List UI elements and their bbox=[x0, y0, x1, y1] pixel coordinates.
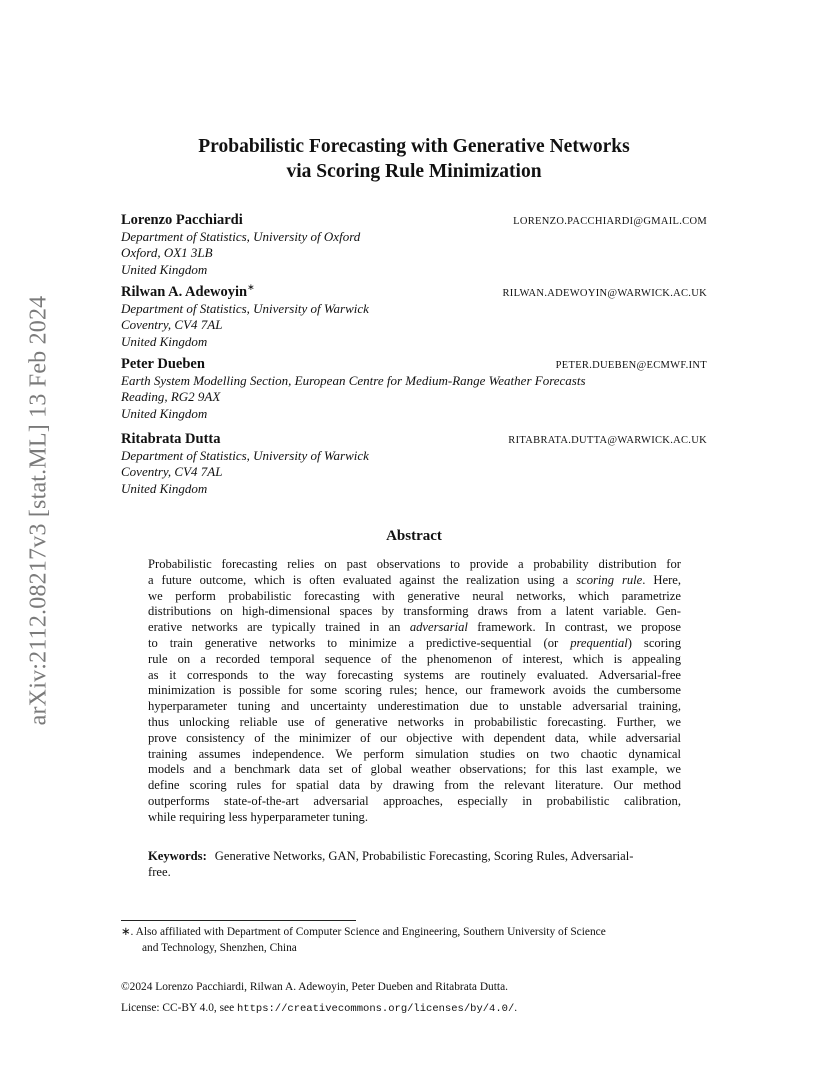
title-line-2: via Scoring Rule Minimization bbox=[286, 161, 542, 182]
author-country: United Kingdom bbox=[121, 333, 208, 349]
license-notice bbox=[121, 1002, 517, 1015]
arxiv-identifier-text: arXiv:2112.08217v3 [stat.ML] 13 Feb 2024 bbox=[25, 295, 52, 725]
abstract-line: Probabilistic forecasting relies on past observations to provide a probability distribution for bbox=[148, 557, 681, 571]
abstract-line: erative networks are typically trained in an adversarial framework. In contrast, we propose bbox=[148, 620, 681, 635]
arxiv-identifier-stamp bbox=[16, 275, 62, 745]
author-email[interactable]: LORENZO.PACCHIARDI@GMAIL.COM bbox=[513, 215, 707, 227]
author-city: Reading, RG2 9AX bbox=[121, 389, 221, 405]
author-name: Ritabrata Dutta bbox=[121, 430, 221, 447]
author-name: Rilwan A. Adewoyin∗ bbox=[121, 282, 255, 300]
abstract-line: minimization is possible for some scoring rules; hence, our framework avoids the cumbersome bbox=[148, 683, 681, 698]
paper-title bbox=[110, 134, 718, 184]
author-block-dutta bbox=[121, 425, 707, 497]
author-department: Department of Statistics, University of Warwick bbox=[121, 300, 369, 316]
author-city: Coventry, CV4 7AL bbox=[121, 317, 223, 333]
author-city: Oxford, OX1 3LB bbox=[121, 245, 213, 261]
author-country: United Kingdom bbox=[121, 480, 208, 496]
author-country: United Kingdom bbox=[121, 261, 208, 277]
footnote-line: ∗. Also affiliated with Department of Computer Science and Engineering, Southern University of Science bbox=[121, 926, 606, 938]
abstract-line: distributions on high-dimensional spaces by transforming draws from a latent variable. Gen- bbox=[148, 604, 681, 619]
copyright-notice: ©2024 Lorenzo Pacchiardi, Rilwan A. Adewoyin, Peter Dueben and Ritabrata Dutta. bbox=[121, 981, 508, 993]
abstract-line: hyperparameter tuning and uncertainty underestimation due to unstable adversarial training, bbox=[148, 699, 681, 714]
abstract-line: as it corresponds to the way forecasting systems are routinely evaluated. Adversarial-free bbox=[148, 667, 681, 682]
author-block-dueben bbox=[121, 350, 707, 422]
keywords-text: Generative Networks, GAN, Probabilistic Forecasting, Scoring Rules, Adversarial- bbox=[214, 849, 634, 863]
author-department: Earth System Modelling Section, European Centre for Medium-Range Weather Forecasts bbox=[121, 372, 586, 388]
author-country: United Kingdom bbox=[121, 405, 208, 421]
author-name: Peter Dueben bbox=[121, 355, 205, 372]
abstract-line: rule on a recorded temporal sequence of the phenomenon of interest, which is appealing bbox=[148, 651, 681, 666]
keywords-text-continued: free. bbox=[148, 865, 171, 879]
author-department: Department of Statistics, University of Warwick bbox=[121, 447, 369, 463]
author-name: Lorenzo Pacchiardi bbox=[121, 211, 243, 228]
author-block-adewoyin bbox=[121, 278, 707, 350]
abstract-line: thus unlocking reliable use of generative networks in probabilistic forecasting. Further, we bbox=[148, 714, 681, 729]
abstract-body bbox=[148, 557, 681, 826]
abstract-line: prove consistency of the minimizer of our objective with dependent data, while adversarial bbox=[148, 730, 681, 745]
footnote-line: and Technology, Shenzhen, China bbox=[142, 941, 297, 954]
license-suffix: . bbox=[514, 1002, 518, 1014]
abstract-line: to train generative networks to minimize a predictive-sequential (or prequential) scoring bbox=[148, 635, 682, 650]
license-link[interactable]: https://creativecommons.org/licenses/by/4.0/ bbox=[237, 1003, 515, 1015]
title-line-1: Probabilistic Forecasting with Generative Networks bbox=[198, 136, 630, 157]
license-prefix: License: CC-BY 4.0, see bbox=[121, 1002, 237, 1014]
author-block-pacchiardi bbox=[121, 206, 707, 278]
author-email[interactable]: RITABRATA.DUTTA@WARWICK.AC.UK bbox=[508, 434, 707, 446]
abstract-line: define scoring rules for spatial data by drawing from the relevant literature. Our method bbox=[148, 778, 681, 793]
keywords-label: Keywords: bbox=[148, 849, 207, 863]
footnote-marker: ∗ bbox=[247, 282, 255, 292]
footnote bbox=[121, 925, 707, 956]
author-email[interactable]: PETER.DUEBEN@ECMWF.INT bbox=[555, 359, 707, 371]
author-city: Coventry, CV4 7AL bbox=[121, 464, 223, 480]
keywords-section bbox=[148, 848, 696, 880]
abstract-line: a future outcome, which is often evaluated against the realization using a scoring rule. Here, bbox=[148, 572, 682, 587]
abstract-line: we perform probabilistic forecasting with generative neural networks, which parametrize bbox=[148, 588, 681, 603]
abstract-line: models and a benchmark data set of global weather observations; for this last example, we bbox=[148, 762, 681, 777]
abstract-line: training assumes independence. We perform simulation studies on two chaotic dynamical bbox=[148, 746, 681, 761]
author-email[interactable]: RILWAN.ADEWOYIN@WARWICK.AC.UK bbox=[502, 287, 707, 299]
abstract-line: outperforms state-of-the-art adversarial approaches, especially in probabilistic calibration, bbox=[148, 793, 681, 808]
abstract-line: while requiring less hyperparameter tuning. bbox=[148, 809, 368, 824]
footnote-divider bbox=[121, 920, 356, 921]
author-department: Department of Statistics, University of Oxford bbox=[121, 228, 361, 244]
abstract-heading: Abstract bbox=[386, 528, 442, 544]
